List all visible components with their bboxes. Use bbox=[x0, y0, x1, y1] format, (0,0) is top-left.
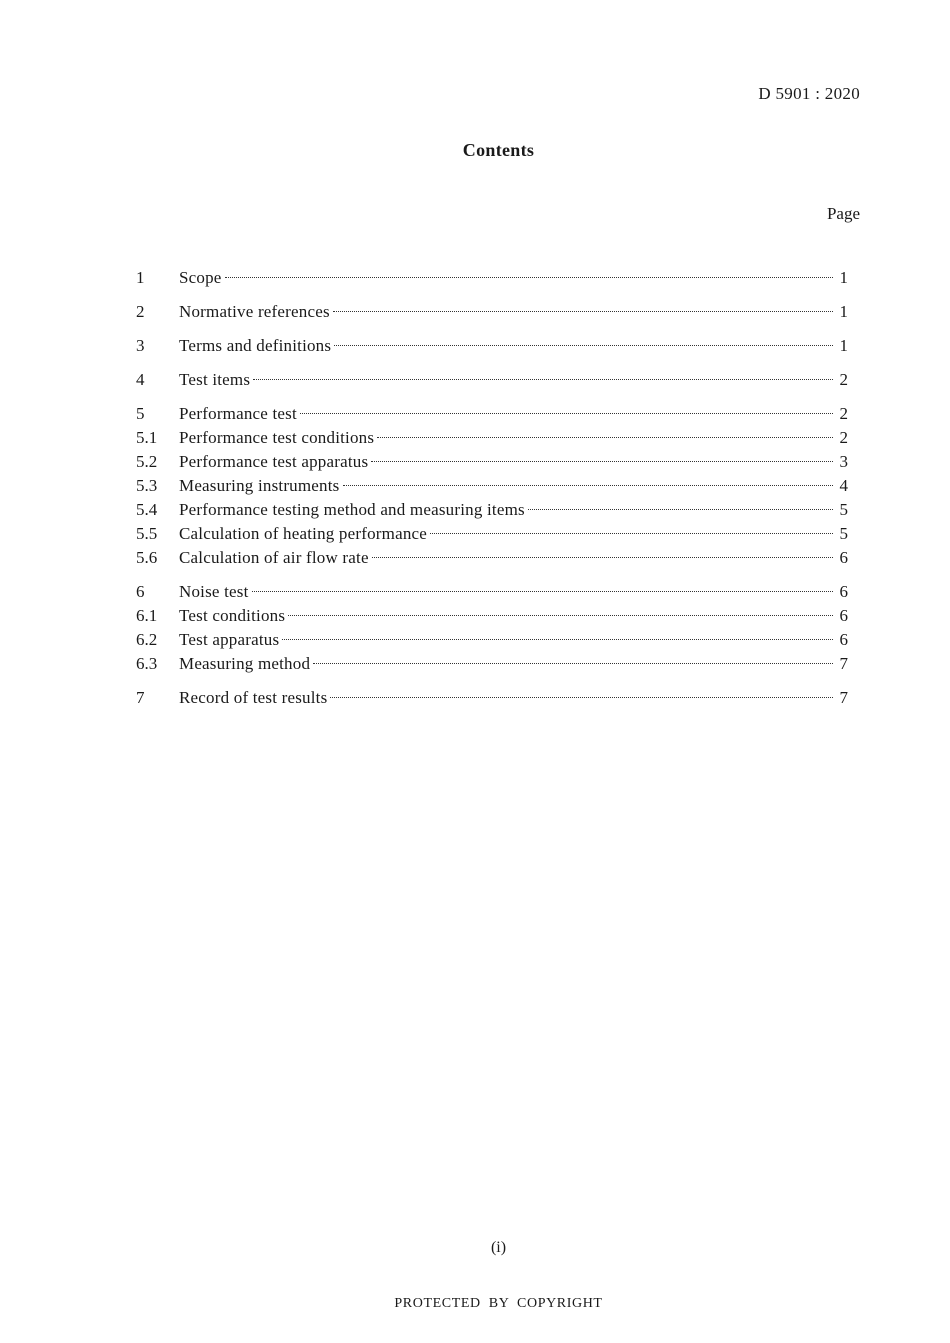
toc-page-number: 2 bbox=[839, 370, 848, 389]
toc-label: Performance test conditions bbox=[179, 428, 375, 447]
toc-page-number: 4 bbox=[839, 476, 848, 495]
toc-number: 6 bbox=[136, 582, 145, 601]
toc-page-number: 5 bbox=[839, 524, 848, 543]
dot-leader bbox=[343, 485, 834, 486]
toc-number: 5.3 bbox=[136, 476, 158, 495]
toc-entry[interactable] bbox=[136, 368, 848, 392]
toc-number: 6.1 bbox=[136, 606, 158, 625]
toc-label: Measuring method bbox=[179, 654, 311, 673]
dot-leader bbox=[528, 509, 833, 510]
page-title: Contents bbox=[462, 140, 535, 160]
toc-number: 5.4 bbox=[136, 500, 158, 519]
toc-number: 5 bbox=[136, 404, 145, 423]
toc-number: 6.2 bbox=[136, 630, 158, 649]
toc-number: 5.1 bbox=[136, 428, 158, 447]
toc-number: 5.6 bbox=[136, 548, 158, 567]
toc-page-number: 6 bbox=[839, 548, 848, 567]
toc-label: Performance test apparatus bbox=[179, 452, 369, 471]
toc-number: 5.2 bbox=[136, 452, 158, 471]
toc-entry[interactable] bbox=[136, 652, 848, 676]
toc-entry[interactable] bbox=[136, 546, 848, 570]
toc-page-number: 6 bbox=[839, 582, 848, 601]
toc-entry[interactable] bbox=[136, 402, 848, 426]
dot-leader bbox=[334, 345, 833, 346]
toc-page-number: 2 bbox=[839, 428, 848, 447]
toc-entry[interactable] bbox=[136, 426, 848, 450]
toc-page-number: 7 bbox=[839, 654, 848, 673]
toc-label: Test apparatus bbox=[179, 630, 280, 649]
page-column-label: Page bbox=[826, 204, 860, 223]
dot-leader bbox=[282, 639, 833, 640]
toc-number: 5.5 bbox=[136, 524, 158, 543]
page-folio: (i) bbox=[490, 1239, 507, 1256]
toc-page-number: 1 bbox=[839, 336, 848, 355]
dot-leader bbox=[313, 663, 833, 664]
toc-label: Measuring instruments bbox=[179, 476, 340, 495]
dot-leader bbox=[430, 533, 833, 534]
toc-entry[interactable] bbox=[136, 334, 848, 358]
dot-leader bbox=[288, 615, 833, 616]
toc-entry[interactable] bbox=[136, 628, 848, 652]
toc-page-number: 6 bbox=[839, 606, 848, 625]
dot-leader bbox=[252, 591, 833, 592]
toc-entry[interactable] bbox=[136, 266, 848, 290]
toc-label: Record of test results bbox=[179, 688, 328, 707]
dot-leader bbox=[330, 697, 833, 698]
toc-number: 2 bbox=[136, 302, 145, 321]
toc-number: 4 bbox=[136, 370, 145, 389]
toc-entry[interactable] bbox=[136, 498, 848, 522]
toc-label: Test conditions bbox=[179, 606, 286, 625]
toc-page-number: 2 bbox=[839, 404, 848, 423]
document-id: D 5901 : 2020 bbox=[758, 84, 860, 103]
toc-label: Performance testing method and measuring items bbox=[179, 500, 525, 519]
dot-leader bbox=[377, 437, 833, 438]
toc-entry[interactable] bbox=[136, 580, 848, 604]
toc-page-number: 3 bbox=[839, 452, 848, 471]
toc-number: 1 bbox=[136, 268, 145, 287]
toc-number: 3 bbox=[136, 336, 145, 355]
toc-entry[interactable] bbox=[136, 604, 848, 628]
toc-entry[interactable] bbox=[136, 474, 848, 498]
toc-page-number: 6 bbox=[839, 630, 848, 649]
toc-label: Test items bbox=[179, 370, 251, 389]
toc-number: 7 bbox=[136, 688, 145, 707]
toc-label: Noise test bbox=[179, 582, 249, 601]
toc-label: Terms and definitions bbox=[179, 336, 332, 355]
toc-number: 6.3 bbox=[136, 654, 158, 673]
toc-label: Calculation of heating performance bbox=[179, 524, 428, 543]
toc-label: Calculation of air flow rate bbox=[179, 548, 369, 567]
toc-page-number: 1 bbox=[839, 302, 848, 321]
toc-entry[interactable] bbox=[136, 300, 848, 324]
toc-label: Scope bbox=[179, 268, 222, 287]
toc-entry[interactable] bbox=[136, 686, 848, 710]
dot-leader bbox=[253, 379, 833, 380]
dot-leader bbox=[300, 413, 833, 414]
dot-leader bbox=[333, 311, 833, 312]
toc-page-number: 7 bbox=[839, 688, 848, 707]
copyright-notice: PROTECTED BY COPYRIGHT bbox=[394, 1296, 603, 1311]
toc-entry[interactable] bbox=[136, 450, 848, 474]
toc-label: Performance test bbox=[179, 404, 297, 423]
toc-label: Normative references bbox=[179, 302, 330, 321]
dot-leader bbox=[371, 461, 833, 462]
table-of-contents bbox=[136, 266, 848, 710]
toc-entry[interactable] bbox=[136, 522, 848, 546]
dot-leader bbox=[372, 557, 833, 558]
toc-page-number: 5 bbox=[839, 500, 848, 519]
toc-page-number: 1 bbox=[839, 268, 848, 287]
dot-leader bbox=[225, 277, 833, 278]
